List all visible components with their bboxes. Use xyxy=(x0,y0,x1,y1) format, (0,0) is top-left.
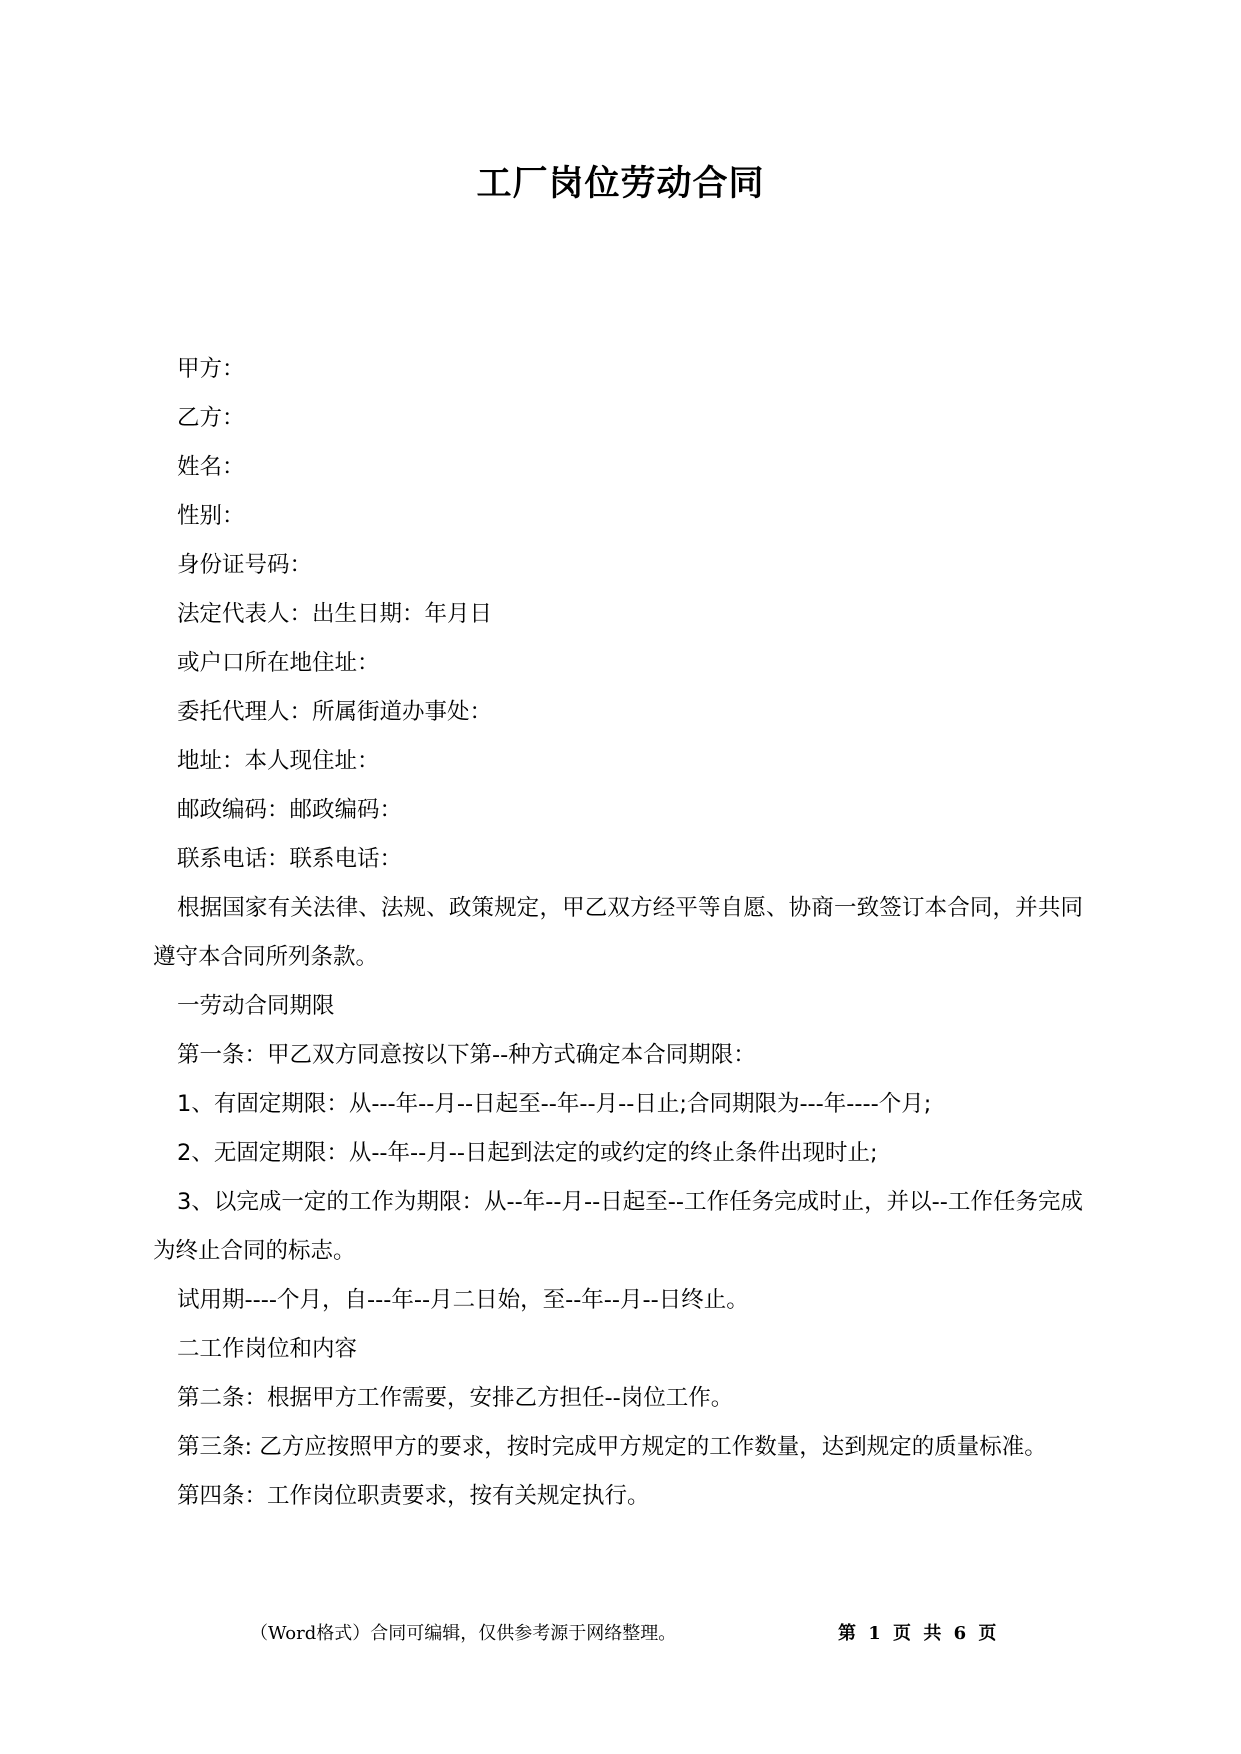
article-1: 第一条：甲乙双方同意按以下第--种方式确定本合同期限： xyxy=(177,1042,756,1068)
agent-line: 委托代理人：所属街道办事处： xyxy=(177,699,493,725)
term-option-3: 3、以完成一定的工作为期限：从--年--月--日起至--工作任务完成时止，并以--工作任务完成为终止合同的标志。 xyxy=(153,1189,1083,1264)
name-line: 姓名： xyxy=(177,454,245,480)
term-option-2: 2、无固定期限：从--年--月--日起到法定的或约定的终止条件出现时止; xyxy=(177,1140,878,1166)
address-line: 地址：本人现住址： xyxy=(177,748,380,774)
article-4: 第四条：工作岗位职责要求，按有关规定执行。 xyxy=(177,1483,650,1509)
probation-line: 试用期----个月，自---年--月二日始，至--年--月--日终止。 xyxy=(177,1287,749,1313)
postal-code-line: 邮政编码：邮政编码： xyxy=(177,797,403,823)
footer-note: （Word格式）合同可编辑，仅供参考源于网络整理。 xyxy=(250,1623,677,1644)
id-number-line: 身份证号码： xyxy=(177,552,313,578)
legal-representative-line: 法定代表人：出生日期：年月日 xyxy=(177,601,493,627)
section-heading-term: 一劳动合同期限 xyxy=(177,993,335,1019)
article-3: 第三条: 乙方应按照甲方的要求，按时完成甲方规定的工作数量，达到规定的质量标准。 xyxy=(177,1434,1047,1460)
term-option-1: 1、有固定期限：从---年--月--日起至--年--月--日止;合同期限为---年----个月; xyxy=(177,1091,932,1117)
party-b-line: 乙方： xyxy=(177,405,245,431)
section-heading-job: 二工作岗位和内容 xyxy=(177,1336,358,1362)
article-2: 第二条：根据甲方工作需要，安排乙方担任--岗位工作。 xyxy=(177,1385,734,1411)
document-title: 工厂岗位劳动合同 xyxy=(476,164,765,204)
party-a-line: 甲方： xyxy=(177,356,245,382)
gender-line: 性别： xyxy=(177,503,245,529)
document-body xyxy=(153,345,1083,1521)
page-indicator: 第 1 页 共 6 页 xyxy=(838,1623,1000,1644)
preamble-paragraph: 根据国家有关法律、法规、政策规定，甲乙双方经平等自愿、协商一致签订本合同，并共同遵守本合同所列条款。 xyxy=(153,895,1083,970)
phone-line: 联系电话：联系电话： xyxy=(177,846,403,872)
household-address-line: 或户口所在地住址： xyxy=(177,650,380,676)
